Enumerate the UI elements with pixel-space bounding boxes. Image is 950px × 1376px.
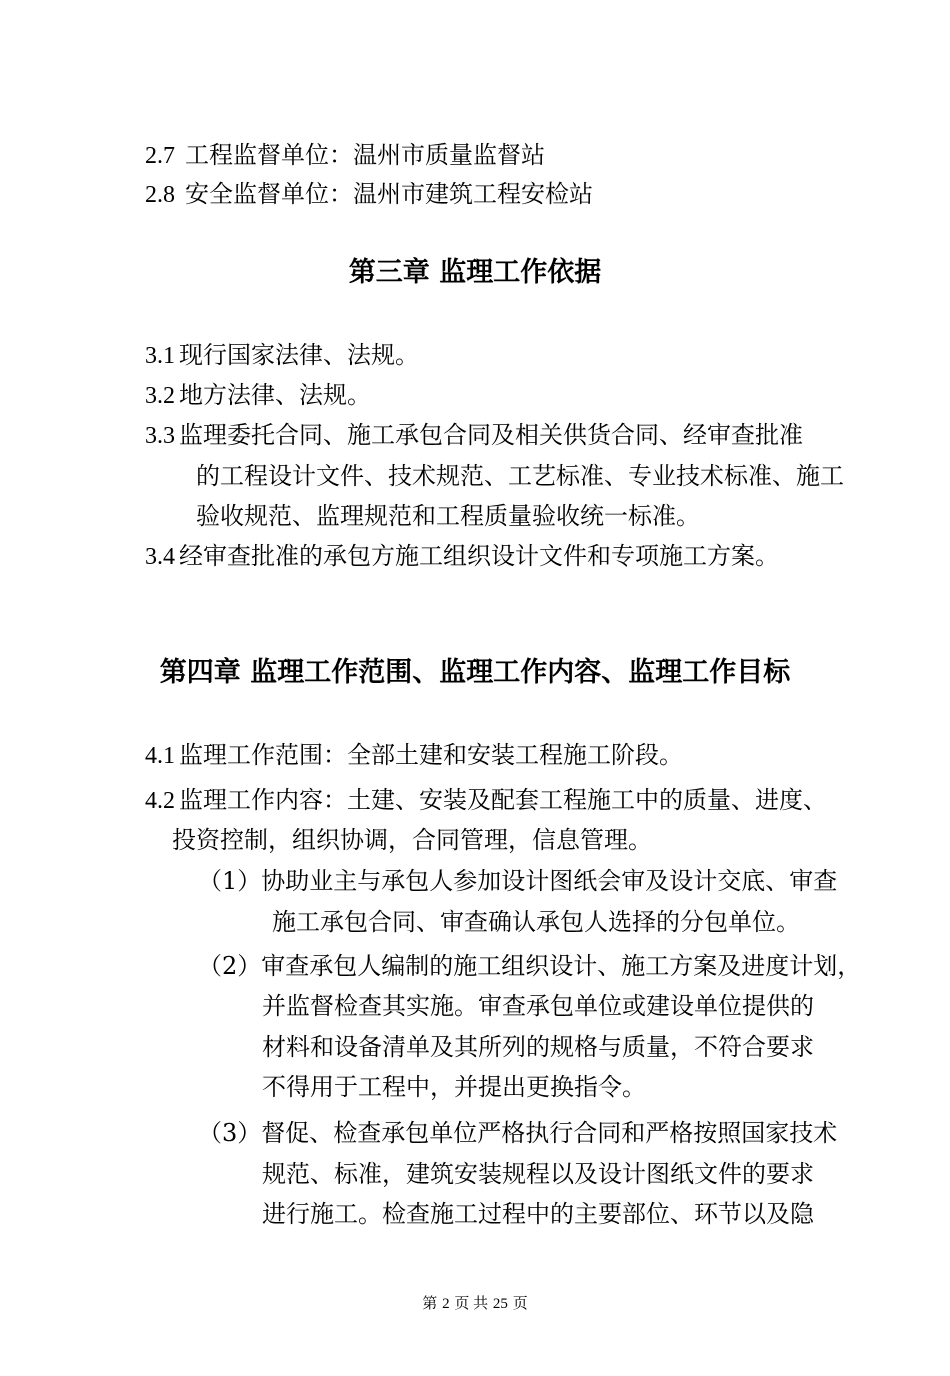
item-number: 2.7 <box>145 143 175 169</box>
subitem-label: （3） <box>198 1119 262 1147</box>
subitem-1-line-1 <box>198 866 837 896</box>
subitem-3-line-2: 规范、标准，建筑安装规程以及设计图纸文件的要求 <box>262 1160 814 1188</box>
item-text: 监理工作范围：全部土建和安装工程施工阶段。 <box>179 741 683 769</box>
item-text: 经审查批准的承包方施工组织设计文件和专项施工方案。 <box>179 542 779 570</box>
item-number: 2.8 <box>145 182 175 208</box>
item-4-1 <box>145 740 683 771</box>
subitem-1-line-2: 施工承包合同、审查确认承包人选择的分包单位。 <box>272 908 800 936</box>
item-number: 3.2 <box>145 383 175 409</box>
item-number: 3.1 <box>145 343 175 369</box>
chapter-3-title: 第三章 监理工作依据 <box>348 257 602 288</box>
item-2-7 <box>145 140 545 171</box>
subitem-label: （2） <box>198 952 262 980</box>
item-number: 3.3 <box>145 423 175 449</box>
subitem-label: （1） <box>198 867 262 895</box>
item-number: 3.4 <box>145 544 175 570</box>
subitem-2-line-2: 并监督检查其实施。审查承包单位或建设单位提供的 <box>262 992 814 1020</box>
item-3-3-line-2: 的工程设计文件、技术规范、工艺标准、专业技术标准、施工 <box>196 462 844 490</box>
item-4-2-line-1 <box>145 785 827 816</box>
total-page-count: 25 <box>492 1296 508 1312</box>
item-3-1 <box>145 340 419 371</box>
footer-middle: 页 共 <box>454 1296 489 1312</box>
footer-prefix: 第 <box>422 1296 438 1312</box>
subitem-2-line-3: 材料和设备清单及其所列的规格与质量，不符合要求 <box>262 1033 814 1061</box>
subitem-2-line-1 <box>198 951 861 981</box>
page-footer <box>0 1293 950 1314</box>
subitem-3-line-3: 进行施工。检查施工过程中的主要部位、环节以及隐 <box>262 1200 814 1228</box>
item-3-4 <box>145 541 779 572</box>
item-text: 监理委托合同、施工承包合同及相关供货合同、经审查批准 <box>179 421 803 449</box>
item-3-2 <box>145 380 371 411</box>
item-text: 工程监督单位：温州市质量监督站 <box>185 141 545 169</box>
item-3-3-line-3: 验收规范、监理规范和工程质量验收统一标准。 <box>196 502 700 530</box>
item-2-8 <box>145 179 593 210</box>
chapter-4-title: 第四章 监理工作范围、监理工作内容、监理工作目标 <box>159 657 791 688</box>
item-number: 4.2 <box>145 788 175 814</box>
item-4-2-line-2: 投资控制，组织协调，合同管理，信息管理。 <box>172 826 652 854</box>
subitem-text: 审查承包人编制的施工组织设计、施工方案及进度计划， <box>261 952 862 980</box>
item-text: 现行国家法律、法规。 <box>179 341 419 369</box>
footer-suffix: 页 <box>512 1296 528 1312</box>
subitem-3-line-1 <box>198 1118 837 1148</box>
item-text: 监理工作内容：土建、安装及配套工程施工中的质量、进度、 <box>179 786 827 814</box>
subitem-2-line-4: 不得用于工程中，并提出更换指令。 <box>262 1073 646 1101</box>
subitem-text: 督促、检查承包单位严格执行合同和严格按照国家技术 <box>261 1119 838 1147</box>
item-text: 安全监督单位：温州市建筑工程安检站 <box>185 180 593 208</box>
item-3-3-line-1 <box>145 420 803 451</box>
item-number: 4.1 <box>145 743 175 769</box>
subitem-text: 协助业主与承包人参加设计图纸会审及设计交底、审查 <box>261 867 838 895</box>
current-page-number: 2 <box>442 1296 450 1312</box>
item-text: 地方法律、法规。 <box>179 381 371 409</box>
